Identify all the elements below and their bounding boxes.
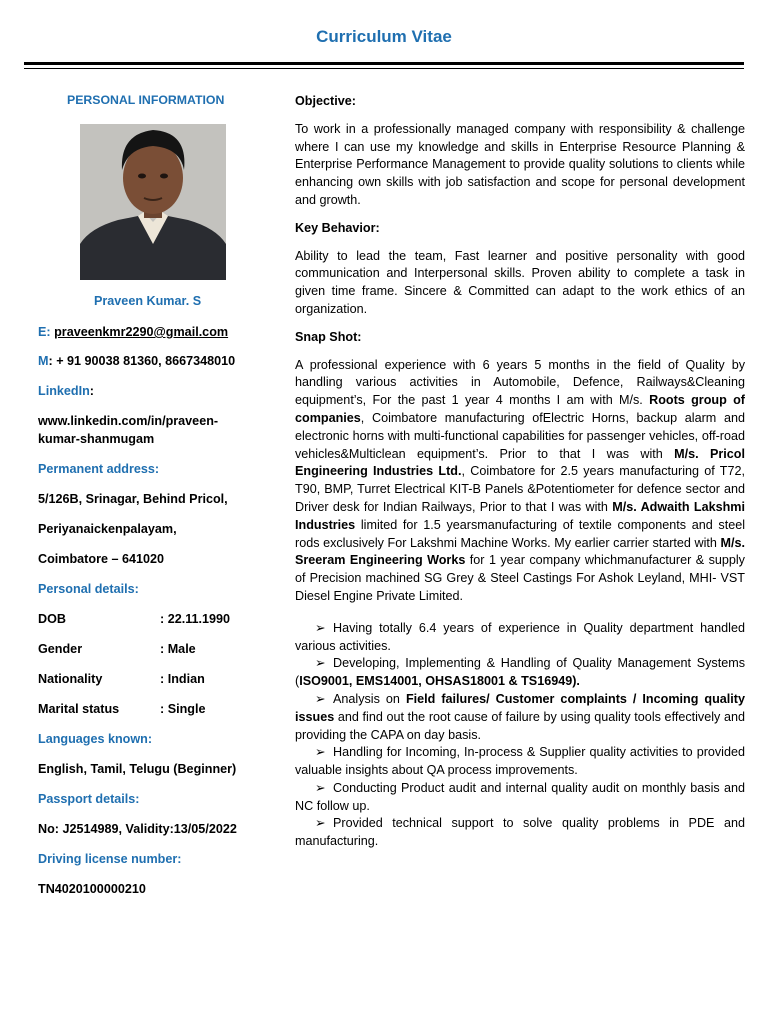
passport-label: Passport details: [38,792,140,806]
linkedin-url-line1[interactable]: www.linkedin.com/in/praveen- [38,414,219,428]
arrow-bullet-icon: ➢ [315,780,326,795]
linkedin-url-line2[interactable]: kumar-shanmugam [38,432,155,446]
key-behavior-heading: Key Behavior: [295,220,380,235]
linkedin-colon: : [89,384,94,398]
bullet-text: Conducting Product audit and internal quality audit on monthly basis and NC follow up. [295,780,745,813]
nationality-key: Nationality [38,672,103,686]
address-line-3: Coimbatore – 641020 [38,552,164,566]
email-label: E: [38,325,51,339]
bullet-text: Analysis on [333,691,406,706]
snapshot-company-roots: Roots group of companies [295,393,745,425]
snapshot-heading: Snap Shot: [295,329,362,344]
email-line [38,325,228,339]
bullet-item-4 [295,744,745,780]
candidate-name: Praveen Kumar. S [94,294,202,308]
snapshot-text-4: limited for 1.5 yearsmanufacturing of textile components and steel rods exclusively For Lakshmi Machine Works. My earlier carrier started with [295,517,745,550]
mobile-label: M [38,354,49,368]
mobile-line [38,354,235,368]
address-line-2: Periyanaickenpalayam, [38,522,177,536]
arrow-bullet-icon: ➢ [315,620,326,635]
personal-details-label: Personal details: [38,582,139,596]
profile-photo-graphic [80,124,226,280]
key-behavior-text: Ability to lead the team, Fast learner and positive personality with good communication and Interpersonal skills. Proven ability to complete a task in given time frame. Sincere & Committed can adapt to the work ethics of an organization. [295,248,745,316]
arrow-bullet-icon: ➢ [315,656,326,671]
main-content-column [295,93,745,851]
languages-label: Languages known: [38,732,153,746]
email-link[interactable]: praveenkmr2290@gmail.com [54,325,229,339]
snapshot-company-sreeram: M/s. Sreeram Engineering Works [295,535,745,568]
bullet-text: ). [572,674,580,689]
objective-heading: Objective: [295,94,356,108]
snapshot-text-3: , Coimbatore for 2.5 years manufacturing of T72, T90, BMP, Turret Electrical KIT-B Panels &Potentiometer for defence sector and Driver desk for Indian Railways, Prior to that I was with [295,464,745,514]
linkedin-label-line [38,384,94,398]
snapshot-company-adwaith: M/s. Adwaith Lakshmi Industries [295,499,745,532]
snapshot-text-2: , Coimbatore manufacturing ofElectric Horns, backup alarm and electronic horns with multi-functional capabilities for passenger vehicles, off-road vehicles&Multiclean equipment’s. Prior to that I was with [295,410,745,461]
snapshot-text [295,357,745,606]
linkedin-label: LinkedIn [38,384,90,398]
license-label: Driving license number: [38,852,182,866]
bullet-text: Provided technical support to solve quality problems in PDE and manufacturing. [295,816,745,849]
snapshot-text-5: for 1 year company whichmanufacturer & supply of Precision machined SG Grey & Steel Castings For Ashok Leyland, MHI- VST Diesel Engine Private Limited. [295,553,745,603]
bullet-text: Developing, Implementing & Handling of Quality Management Systems ( [295,656,745,689]
personal-info-heading: PERSONAL INFORMATION [67,93,225,107]
bullet-failures: Field failures/ Customer complaints / Incoming quality issues [295,691,746,724]
snapshot-company-pricol: M/s. Pricol Engineering Industries Ltd. [295,446,745,479]
address-line-1: 5/126B, Srinagar, Behind Pricol, [38,492,228,506]
bullet-item-3 [295,691,745,744]
bullet-item-6 [295,815,745,851]
bullet-item-1 [295,620,745,656]
bullet-standards: ISO9001, EMS14001, OHSAS18001 & TS16949 [299,674,573,689]
nationality-value: : Indian [160,672,205,686]
bullet-text: Handling for Incoming, In-process & Supplier quality activities to provided valuable insights about QA process improvements. [295,745,745,778]
marital-key: Marital status [38,702,120,716]
page-title: Curriculum Vitae [316,27,452,46]
dob-key: DOB [38,612,66,626]
address-label: Permanent address: [38,462,160,476]
arrow-bullet-icon: ➢ [315,745,326,760]
languages-value: English, Tamil, Telugu (Beginner) [38,762,237,776]
bullet-text: Having totally 6.4 years of experience in Quality department handled various activities. [295,620,745,653]
header-rule-thin [24,68,744,69]
mobile-number: : + 91 90038 81360, 8667348010 [48,354,236,368]
profile-photo [80,124,226,280]
snapshot-text-1: A professional experience with 6 years 5 months in the field of Quality by handling various activities in Automobile, Defence, Railways&Cleaning equipment’s, For the past 1 year 4 months I am with M/s. [295,357,745,408]
bullet-item-5 [295,780,745,816]
header-rule-thick [24,62,744,65]
dob-value: : 22.11.1990 [160,612,231,626]
bullet-item-2 [295,655,745,691]
arrow-bullet-icon: ➢ [315,816,326,831]
arrow-bullet-icon: ➢ [315,691,326,706]
gender-value: : Male [160,642,196,656]
bullet-text: and find out the root cause of failure by using quality tools effectively and providing the CAPA on day basis. [295,709,745,742]
objective-text: To work in a professionally managed company with responsibility & challenge where I can use my knowledge and skills in Enterprise Resource Planning & Enterprise Performance Management to provide quality solutions to clients while enhancing own skills with job satisfaction and scope for personal development and growth. [295,121,745,207]
gender-key: Gender [38,642,83,656]
license-value: TN4020100000210 [38,882,146,896]
passport-value: No: J2514989, Validity:13/05/2022 [38,822,237,836]
marital-value: : Single [160,702,206,716]
